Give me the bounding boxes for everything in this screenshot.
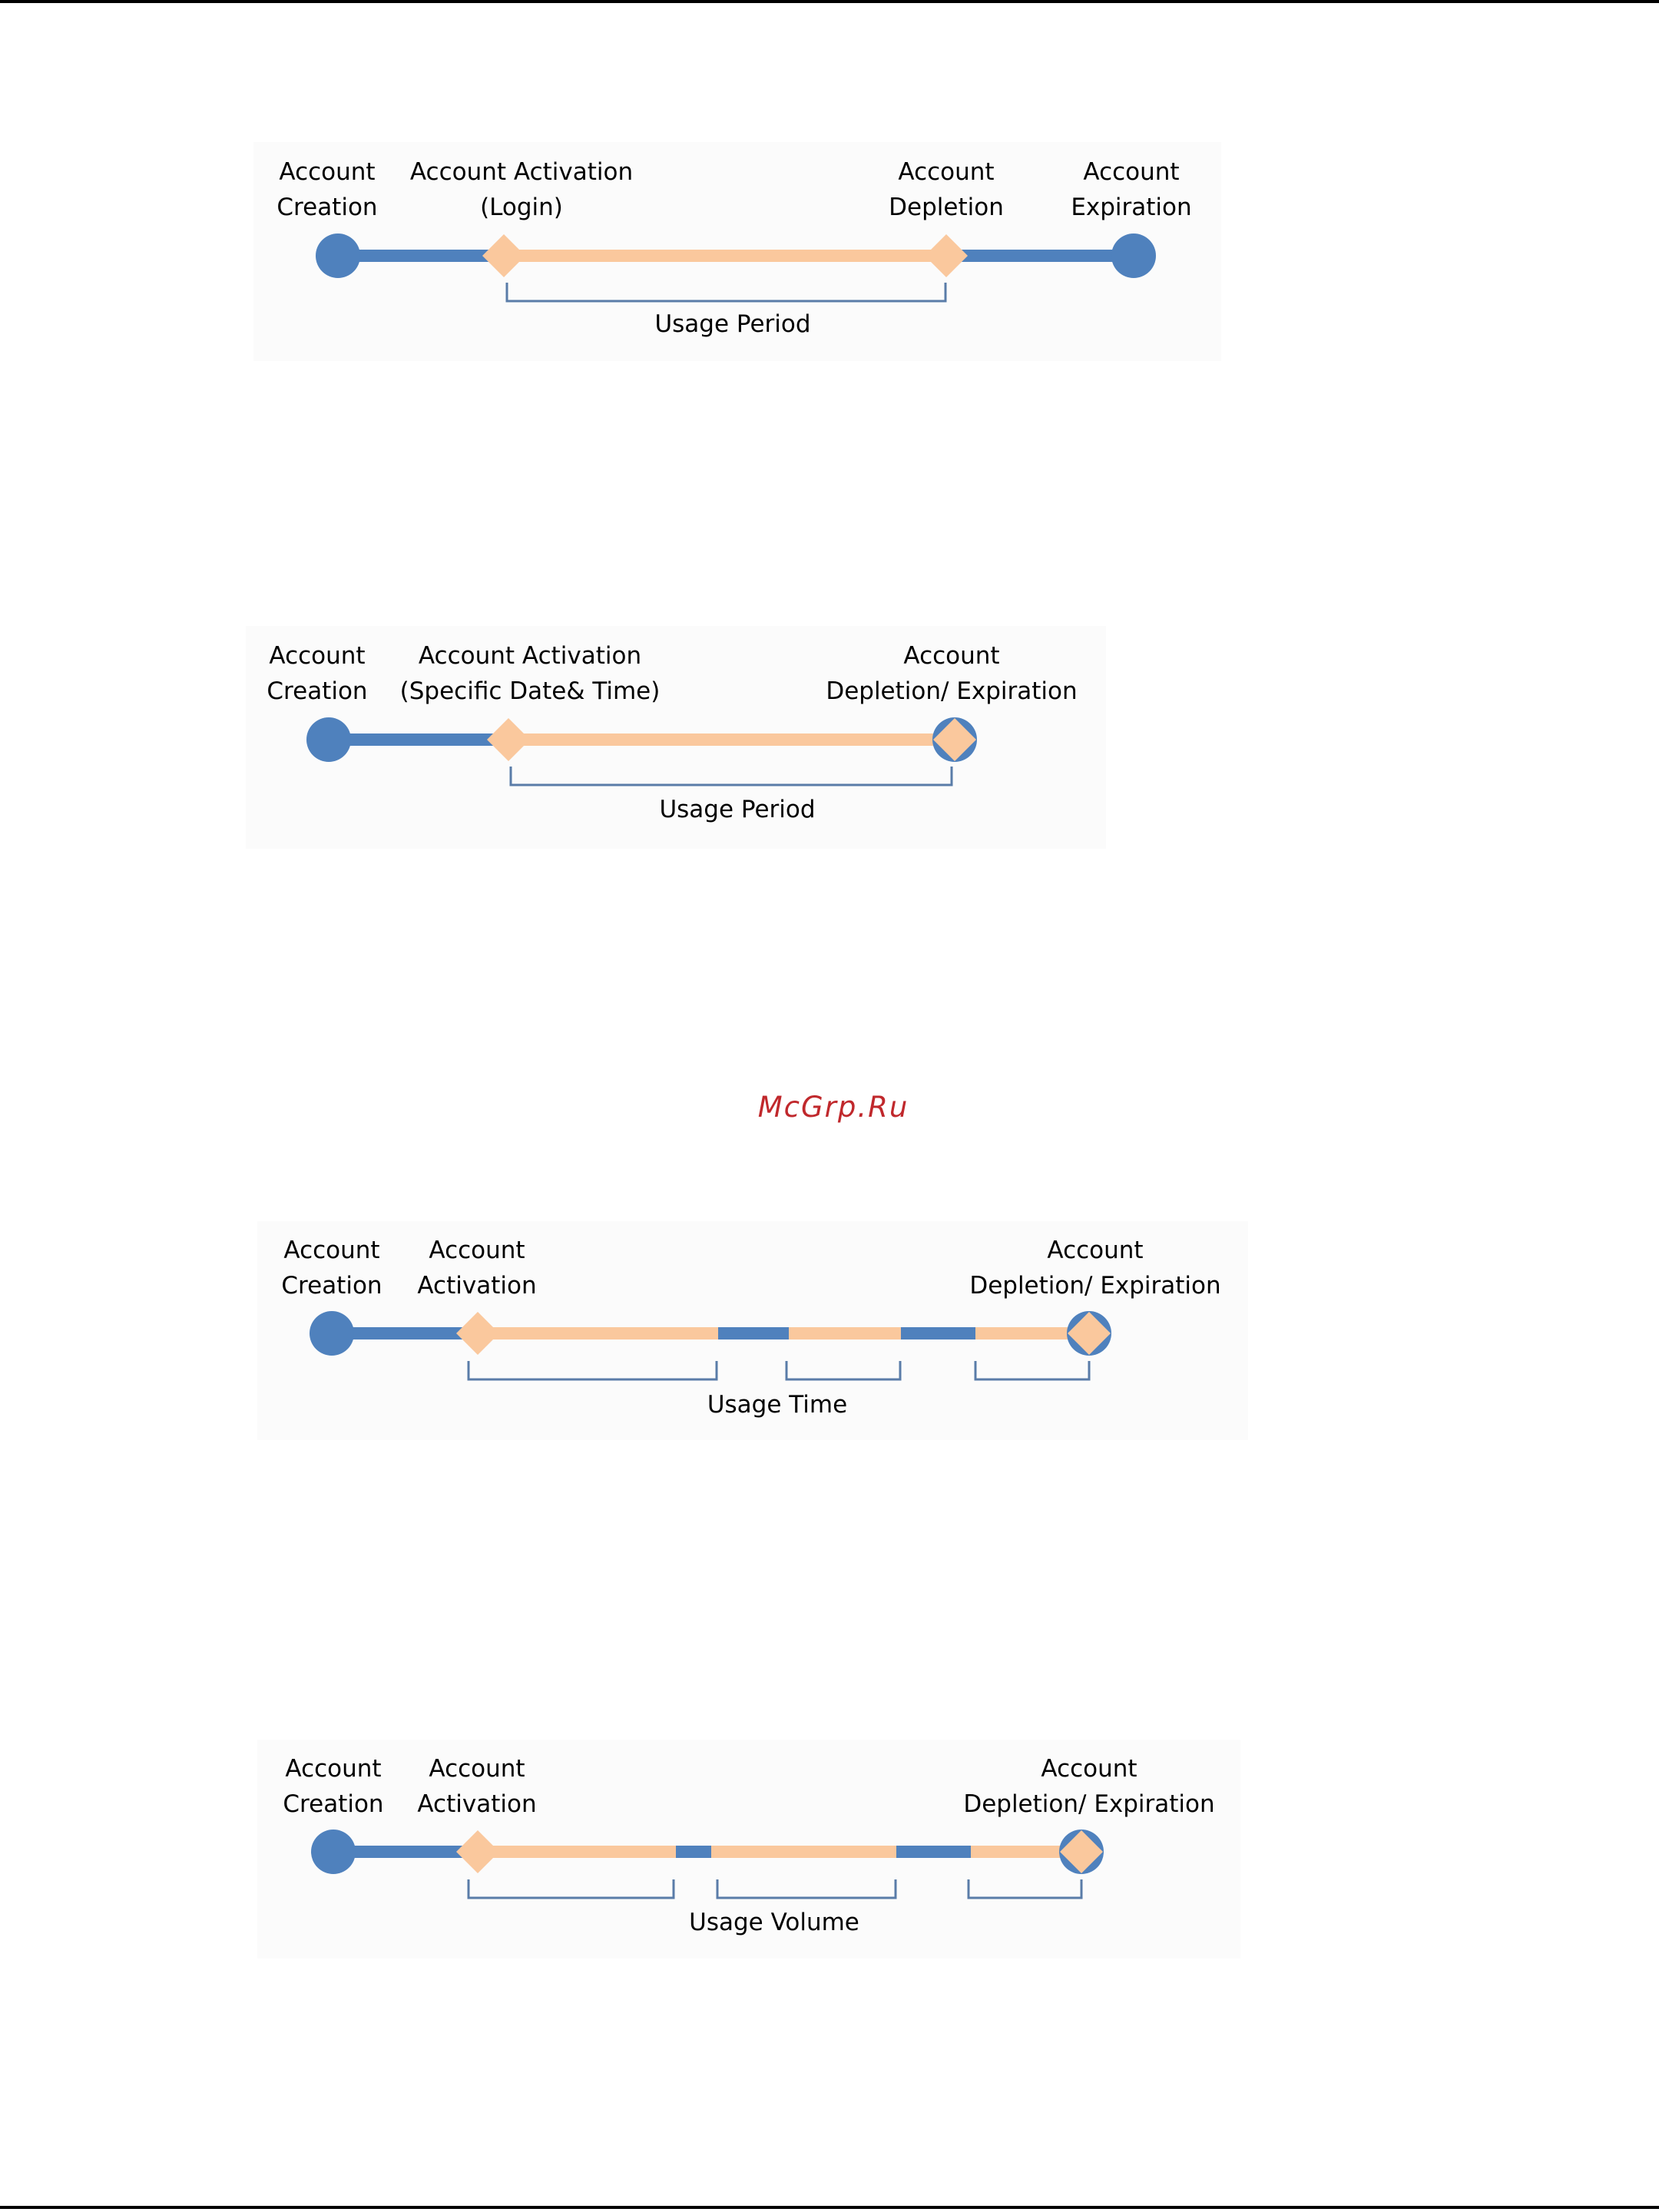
diagram-3-label-3-line-1: Account — [1047, 1237, 1144, 1264]
diagram-usage-period-scheduled — [246, 626, 1106, 849]
account-creation-marker — [310, 1311, 354, 1356]
diagram-4-label-2-line-1: Account — [429, 1755, 525, 1783]
diagram-2-label-2-line-1: Account Activation — [418, 642, 642, 670]
account-expiration-marker — [1111, 233, 1156, 278]
diagram-4-label-1-line-1: Account — [285, 1755, 382, 1783]
diagram-1-label-2-line-2: (Login) — [480, 194, 563, 221]
diagram-1-label-4-line-1: Account — [1083, 158, 1180, 186]
diagram-1-label-3-line-2: Depletion — [889, 194, 1004, 221]
diagram-2-label-2-line-2: (Specific Date& Time) — [399, 677, 661, 705]
diagram-3-label-3-line-2: Depletion/ Expiration — [969, 1272, 1221, 1300]
diagram-3-label-1-line-1: Account — [283, 1237, 380, 1264]
diagram-1-label-4-line-2: Expiration — [1071, 194, 1192, 221]
diagram-2-label-1-line-1: Account — [269, 642, 366, 670]
diagram-1-label-3-line-1: Account — [898, 158, 995, 186]
diagram-2-label-3-line-2: Depletion/ Expiration — [826, 677, 1078, 705]
diagram-4-label-2-line-2: Activation — [417, 1790, 537, 1818]
diagram-2-caption: Usage Period — [659, 796, 816, 823]
diagram-4-label-1-line-2: Creation — [283, 1790, 384, 1818]
diagram-2-label-3-line-1: Account — [903, 642, 1000, 670]
diagram-3-caption: Usage Time — [707, 1391, 848, 1419]
diagram-1-label-1-line-1: Account — [279, 158, 376, 186]
diagram-4-caption: Usage Volume — [689, 1909, 859, 1936]
diagram-1-caption: Usage Period — [654, 310, 811, 338]
diagram-4-label-3-line-2: Depletion/ Expiration — [963, 1790, 1215, 1818]
watermark-text: McGrp.Ru — [757, 1091, 909, 1124]
account-creation-marker — [311, 1830, 356, 1874]
diagram-3-label-1-line-2: Creation — [281, 1272, 382, 1300]
diagram-4-label-3-line-1: Account — [1041, 1755, 1137, 1783]
diagram-3-label-2-line-2: Activation — [417, 1272, 537, 1300]
account-creation-marker — [316, 233, 360, 278]
diagram-2-label-1-line-2: Creation — [267, 677, 368, 705]
diagram-usage-time — [257, 1221, 1248, 1440]
diagram-3-label-2-line-1: Account — [429, 1237, 525, 1264]
account-creation-marker — [306, 717, 351, 762]
diagram-1-label-1-line-2: Creation — [276, 194, 378, 221]
diagram-usage-volume — [257, 1740, 1240, 1959]
diagram-usage-period-login — [253, 142, 1221, 361]
diagram-1-label-2-line-1: Account Activation — [409, 158, 634, 186]
